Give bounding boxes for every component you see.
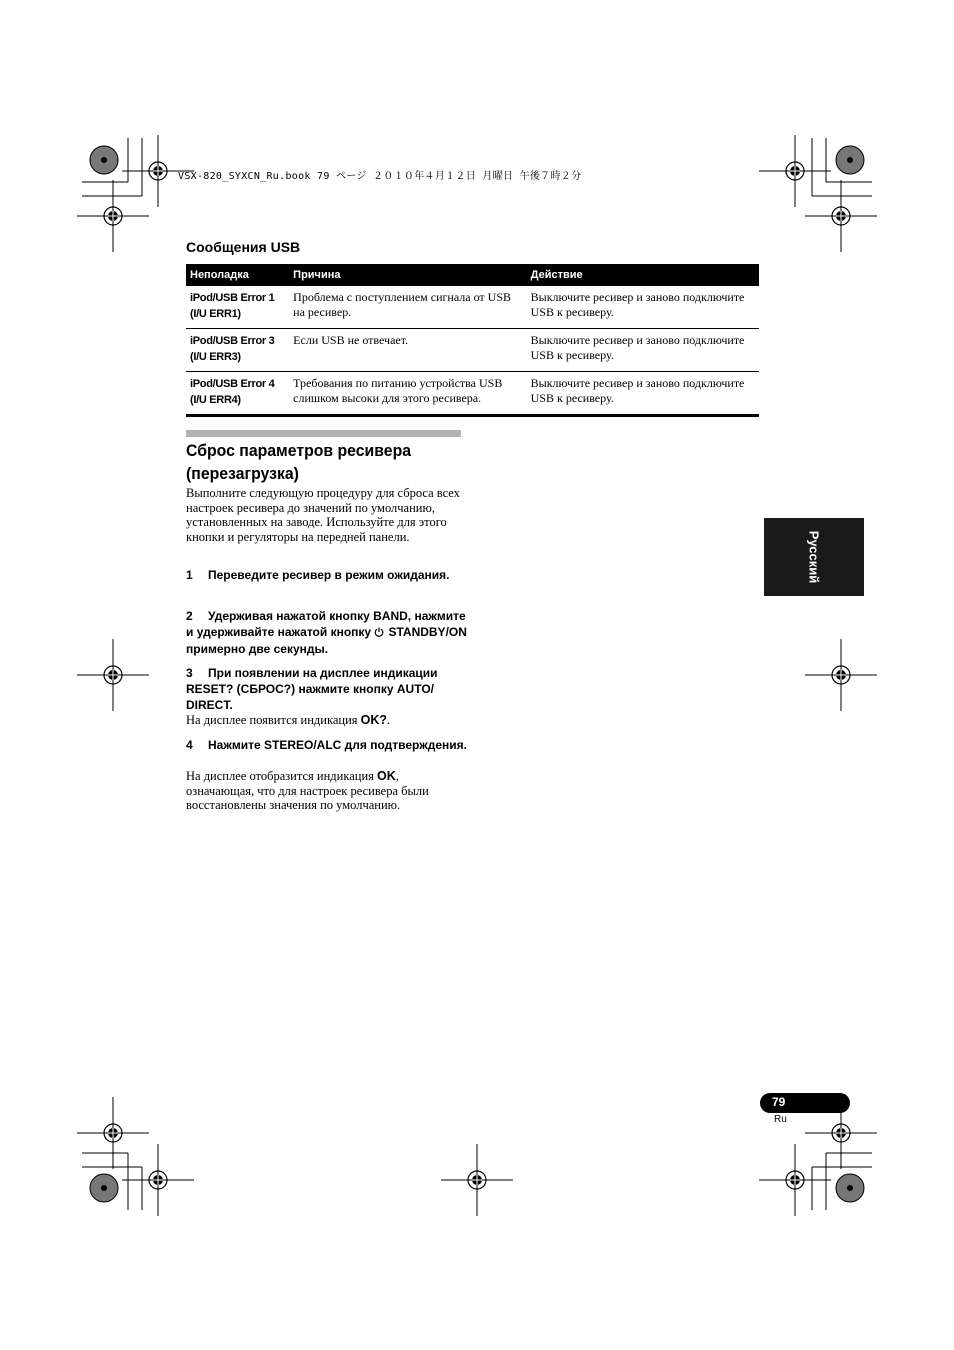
- step-4-note: На дисплее отобразится индикация OK, означающая, что для настроек ресивера были восстановлены значения по умолчанию.: [186, 769, 429, 813]
- table-header-row: [186, 264, 759, 286]
- step-2: [186, 608, 476, 657]
- step-number: 1: [186, 568, 193, 582]
- column-header-cause: Причина: [289, 264, 526, 286]
- action-cell: Выключите ресивер и заново подключите USB к ресиверу.: [527, 372, 759, 416]
- step-text: При появлении на дисплее индикации RESET? (СБРОС?) нажмите кнопку AUTO/ DIRECT.: [186, 666, 438, 712]
- error-display: (I/U ERR3): [190, 351, 241, 363]
- column-header-problem: Неполадка: [186, 264, 289, 286]
- usb-messages-title: Сообщения USB: [186, 239, 301, 255]
- page-number-badge: [760, 1093, 850, 1113]
- step-number: 3: [186, 666, 193, 680]
- step-3-note: На дисплее появится индикация OK?.: [186, 713, 391, 727]
- error-code: iPod/USB Error 1: [190, 292, 275, 304]
- error-display: (I/U ERR4): [190, 394, 241, 406]
- error-code-cell: [186, 372, 289, 416]
- column-header-action: Действие: [527, 264, 759, 286]
- error-display: (I/U ERR1): [190, 308, 241, 320]
- table-row: [186, 372, 759, 416]
- usb-messages-table: [186, 264, 759, 417]
- step-text: Удерживая нажатой кнопку BAND, нажмите и удерживайте нажатой кнопку: [186, 609, 466, 639]
- reset-title-line1: Сброс параметров ресивера: [186, 441, 412, 460]
- step-4: [186, 737, 476, 753]
- step-1: [186, 567, 476, 583]
- error-code-cell: [186, 329, 289, 372]
- page-number: 79: [772, 1095, 786, 1109]
- step-3: [186, 665, 476, 713]
- step-text: Нажмите STEREO/ALC для подтверждения.: [208, 738, 467, 752]
- cause-cell: Требования по питанию устройства USB слишком высоки для этого ресивера.: [289, 372, 526, 416]
- error-code-cell: [186, 286, 289, 329]
- cause-cell: Если USB не отвечает.: [289, 329, 526, 372]
- step-text-continued: STANDBY/ON примерно две секунды.: [186, 625, 467, 656]
- language-label: Русский: [806, 530, 822, 584]
- reset-intro: Выполните следующую процедуру для сброса всех настроек ресивера до значений по умолчанию, установленных на заводе. Используйте для этого кнопки и регуляторы на передней панели.: [186, 486, 460, 544]
- display-indicator: OK?: [360, 713, 388, 727]
- reset-section-title: [186, 439, 465, 485]
- action-cell: Выключите ресивер и заново подключите USB к ресиверу.: [527, 329, 759, 372]
- table-row: [186, 329, 759, 372]
- step-number: 4: [186, 738, 193, 752]
- action-cell: Выключите ресивер и заново подключите USB к ресиверу.: [527, 286, 759, 329]
- section-divider-bar: [186, 430, 461, 437]
- step-text: Переведите ресивер в режим ожидания.: [208, 568, 450, 582]
- error-code: iPod/USB Error 4: [190, 378, 275, 390]
- page-language-code: Ru: [774, 1114, 787, 1125]
- error-code: iPod/USB Error 3: [190, 335, 275, 347]
- table-row: [186, 286, 759, 329]
- print-header: VSX-820_SYXCN_Ru.book 79 ページ ２０１０年４月１２日 月曜日 午後７時２分: [178, 171, 582, 182]
- cause-cell: Проблема с поступлением сигнала от USB на ресивер.: [289, 286, 526, 329]
- display-indicator: OK: [377, 769, 396, 783]
- reset-title-line2: (перезагрузка): [186, 464, 299, 483]
- language-side-tab: [764, 518, 864, 596]
- standby-power-icon: [374, 625, 384, 641]
- step-number: 2: [186, 609, 193, 623]
